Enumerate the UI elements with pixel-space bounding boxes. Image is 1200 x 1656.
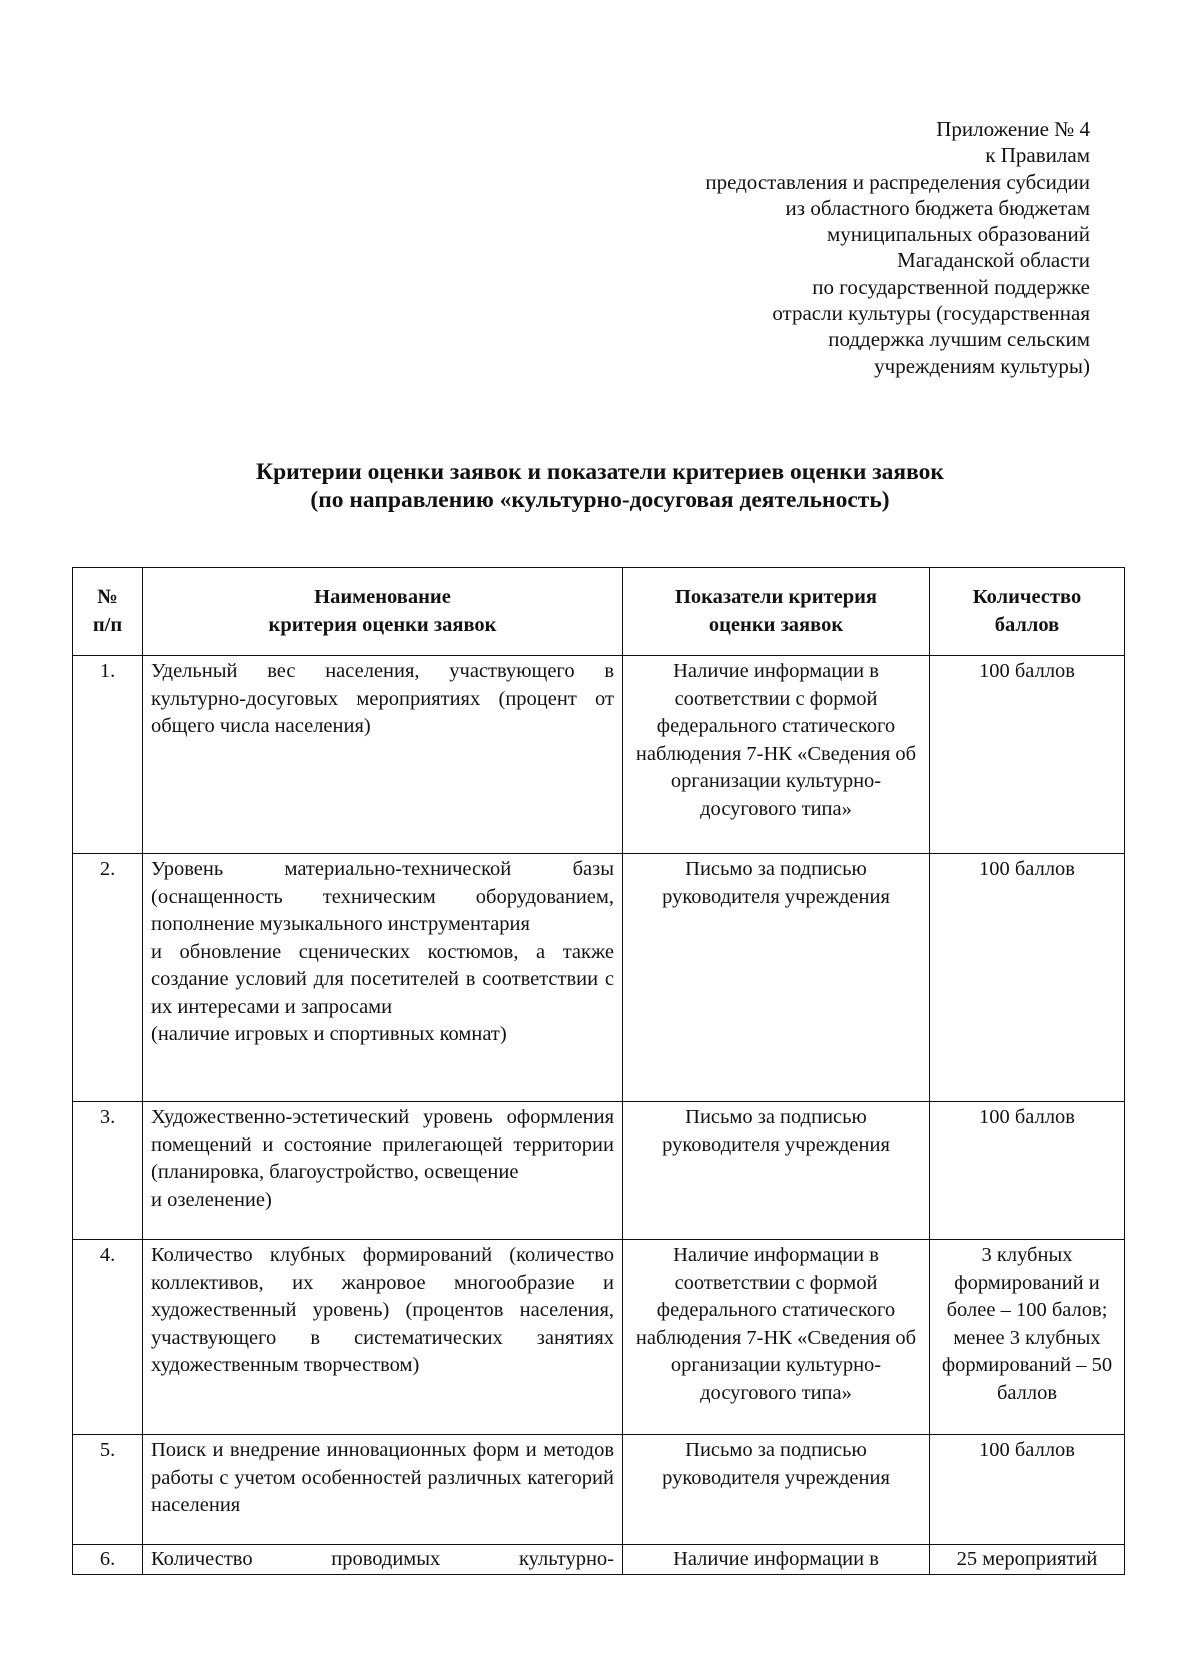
header-points-line-2: баллов [994,613,1060,636]
appendix-line: Магаданской области [897,248,1090,273]
row-number: 5. [73,1435,143,1545]
criterion-text: Художественно-эстетический уровень оформления помещений и состояние прилегающей территории (планировка, благоустройство, освещение [151,1106,614,1183]
table-row [73,1545,1125,1575]
indicator-text: Наличие информации в [673,1548,879,1570]
criterion-points [930,1240,1125,1435]
row-number: 3. [73,1102,143,1240]
row-number: 2. [73,854,143,1102]
header-points [930,568,1125,656]
criterion-text: Уровень материально-технической базы (оснащенность техническим оборудованием, пополнение музыкального инструментария [151,858,614,935]
points-text: 100 баллов [979,660,1075,682]
criterion-indicator [623,1435,930,1545]
table-row [73,656,1125,854]
indicator-text: Письмо за подписью руководителя учреждения [662,858,890,908]
row-number: 6. [73,1545,143,1575]
criterion-text: Количество клубных формирований (количество коллективов, их жанровое многообразие и художественный уровень) (процентов населения, участвующего в систематических занятиях художественным творчеством) [151,1244,614,1376]
criterion-points [930,854,1125,1102]
criterion-points [930,1545,1125,1575]
points-text: 100 баллов [979,1439,1075,1461]
criterion-name [143,854,623,1102]
row-number: 4. [73,1240,143,1435]
points-text: 100 баллов [979,1106,1075,1128]
row-number: 1. [73,656,143,854]
table-row [73,854,1125,1102]
indicator-text: Наличие информации в соответствии с формой федерального статического наблюдения 7-НК «Сведения об организации культурно-досугового типа» [635,1244,917,1404]
header-name-line-1: Наименование [314,586,451,608]
header-points-line-1: Количество [972,586,1082,608]
criterion-text: Поиск и внедрение инновационных форм и методов работы с учетом особенностей различных категорий населения [151,1439,614,1516]
criterion-points [930,656,1125,854]
criterion-name [143,1435,623,1545]
appendix-line: из областного бюджета бюджетам [785,195,1090,220]
criterion-text: Количество проводимых культурно- [151,1548,614,1570]
criterion-name [143,1240,623,1435]
appendix-line: предоставления и распределения субсидии [705,169,1090,194]
criterion-indicator [623,1102,930,1240]
header-number [73,568,143,656]
indicator-text: Наличие информации в соответствии с формой федерального статического наблюдения 7-НК «Сведения об организации культурно-досугового типа» [635,660,917,820]
criterion-text: и обновление сценических костюмов, а также создание условий для посетителей в соответствии с их интересами и запросами [151,940,614,1018]
appendix-line: по государственной поддержке [812,274,1090,299]
header-criterion-name [143,568,623,656]
appendix-line: учреждениям культуры) [874,353,1090,378]
criterion-points [930,1435,1125,1545]
appendix-line: к Правилам [985,143,1090,168]
criterion-name [143,1545,623,1575]
document-title [0,458,1200,514]
indicator-text: Письмо за подписью руководителя учреждения [662,1106,890,1156]
table-row [73,1102,1125,1240]
points-text: 25 мероприятий [956,1548,1098,1570]
header-name-line-2: критерия оценки заявок [268,613,497,636]
table-row [73,1240,1125,1435]
title-line-2: (по направлению «культурно-досуговая деятельность) [310,487,890,513]
points-text: 100 баллов [979,858,1075,880]
header-indicator-line-2: оценки заявок [708,613,844,636]
appendix-line: муниципальных образований [827,222,1090,247]
appendix-line: Приложение № 4 [936,117,1090,141]
header-indicator-line-1: Показатели критерия [674,586,877,608]
criteria-table [72,567,1125,1575]
criterion-text: и озеленение) [151,1188,272,1211]
criterion-name [143,656,623,854]
title-line-1: Критерии оценки заявок и показатели критериев оценки заявок [256,459,944,485]
header-number-line-2: п/п [92,613,123,636]
table-row [73,1435,1125,1545]
points-text: менее 3 клубных формирований – 50 баллов [941,1326,1113,1404]
criterion-indicator [623,1545,930,1575]
header-indicator [623,568,930,656]
header-number-line-1: № [97,586,118,608]
table-header-row [73,568,1125,656]
points-text: 3 клубных формирований и более – 100 балов; [946,1244,1108,1321]
criterion-points [930,1102,1125,1240]
criterion-indicator [623,854,930,1102]
appendix-line: поддержка лучшим сельским [828,327,1090,352]
appendix-line: отрасли культуры (государственная [772,301,1090,326]
criterion-text: Удельный вес населения, участвующего в культурно-досуговых мероприятиях (процент от общего числа населения) [151,660,614,737]
criterion-text: (наличие игровых и спортивных комнат) [151,1023,507,1045]
appendix-header [705,116,1090,379]
criterion-indicator [623,1240,930,1435]
indicator-text: Письмо за подписью руководителя учреждения [662,1439,890,1489]
criterion-name [143,1102,623,1240]
criterion-indicator [623,656,930,854]
